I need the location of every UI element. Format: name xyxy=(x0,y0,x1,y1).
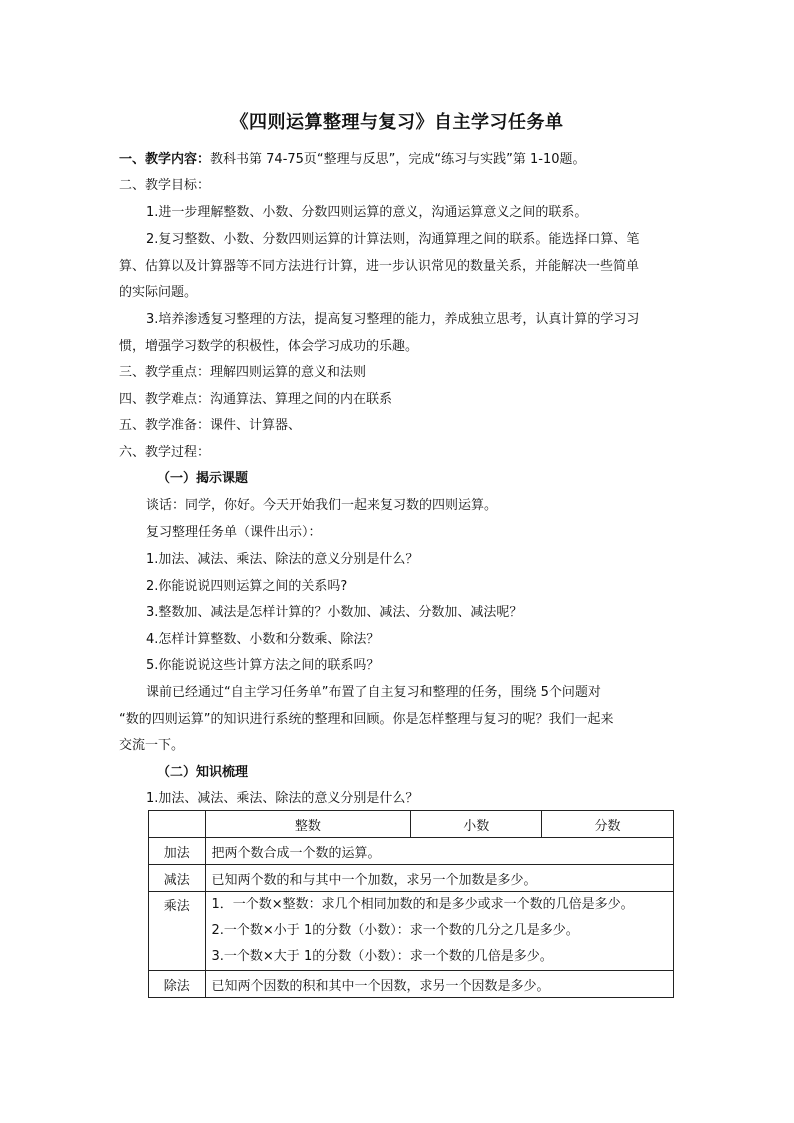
teaching-content-label: 一、教学内容： xyxy=(119,152,211,167)
intro-paragraph-line-3: 交流一下。 xyxy=(119,738,185,753)
subtraction-meaning: 已知两个数的和与其中一个加数，求另一个加数是多少。 xyxy=(205,865,673,892)
part-1-heading: （一）揭示课题 xyxy=(157,471,249,486)
table-row-division xyxy=(149,971,674,998)
teaching-content-line xyxy=(119,150,586,170)
row-label-multiplication: 乘法 xyxy=(149,892,206,971)
question-2: 2.你能说说四则运算之间的关系吗? xyxy=(146,579,348,594)
question-3: 3.整数加、减法是怎样计算的？小数加、减法、分数加、减法呢？ xyxy=(146,605,523,620)
table-header-decimal: 小数 xyxy=(411,811,542,838)
addition-meaning: 把两个数合成一个数的运算。 xyxy=(205,838,673,865)
goal-3-line-1: 3.培养渗透复习整理的方法，提高复习整理的能力，养成独立思考，认真计算的学习习 xyxy=(146,312,640,327)
multiplication-meaning xyxy=(205,892,673,971)
table-header-cell xyxy=(149,811,206,838)
multiplication-line-1: 1．一个数×整数：求几个相同加数的和是多少或求一个数的几倍是多少。 xyxy=(211,897,634,912)
goal-3-line-2: 惯，增强学习数学的积极性，体会学习成功的乐趣。 xyxy=(119,339,419,354)
row-label-subtraction: 减法 xyxy=(149,865,206,892)
goal-2-line-2: 算、估算以及计算器等不同方法进行计算，进一步认识常见的数量关系，并能解决一些简单 xyxy=(119,259,640,274)
question-1: 1.加法、减法、乘法、除法的意义分别是什么？ xyxy=(146,552,419,567)
part-1-talk: 谈话：同学，你好。今天开始我们一起来复习数的四则运算。 xyxy=(146,498,498,513)
part-2-heading: （二）知识梳理 xyxy=(157,765,249,780)
table-row-addition xyxy=(149,838,674,865)
table-header-row xyxy=(149,811,674,838)
question-5: 5.你能说说这些计算方法之间的联系吗？ xyxy=(146,658,380,673)
intro-paragraph-line-2: “数的四则运算”的知识进行系统的整理和回顾。你是怎样整理与复习的呢？我们一起来 xyxy=(119,712,614,727)
operations-meaning-table xyxy=(148,810,674,998)
teaching-content-text: 教科书第 74-75页“整理与反思”，完成“练习与实践”第 1-10题。 xyxy=(210,152,586,167)
goal-2-line-1: 2.复习整数、小数、分数四则运算的计算法则，沟通算理之间的联系。能选择口算、笔 xyxy=(146,232,640,247)
part-1-task-list: 复习整理任务单（课件出示）： xyxy=(146,525,322,540)
teaching-key-points: 三、教学重点：理解四则运算的意义和法则 xyxy=(119,365,367,380)
teaching-preparation: 五、教学准备：课件、计算器、 xyxy=(119,418,302,433)
table-row-multiplication xyxy=(149,892,674,971)
multiplication-line-3: 3.一个数×大于 1的分数（小数）：求一个数的几倍是多少。 xyxy=(211,949,553,964)
question-4: 4.怎样计算整数、小数和分数乘、除法？ xyxy=(146,632,380,647)
row-label-division: 除法 xyxy=(149,971,206,998)
document-title: 《四则运算整理与复习》自主学习任务单 xyxy=(230,112,564,133)
teaching-difficulties: 四、教学难点：沟通算法、算理之间的内在联系 xyxy=(119,392,393,407)
table-row-subtraction xyxy=(149,865,674,892)
part-2-question-1: 1.加法、减法、乘法、除法的意义分别是什么？ xyxy=(146,791,419,806)
goal-1: 1.进一步理解整数、小数、分数四则运算的意义，沟通运算意义之间的联系。 xyxy=(146,205,588,220)
teaching-goals-label: 二、教学目标： xyxy=(119,178,211,193)
row-label-addition: 加法 xyxy=(149,838,206,865)
goal-2-line-3: 的实际问题。 xyxy=(119,285,198,300)
intro-paragraph-line-1: 课前已经通过“自主学习任务单”布置了自主复习和整理的任务，围绕 5个问题对 xyxy=(146,685,601,700)
table-header-fraction: 分数 xyxy=(542,811,674,838)
multiplication-line-2: 2.一个数×小于 1的分数（小数）：求一个数的几分之几是多少。 xyxy=(211,923,579,938)
teaching-process-label: 六、教学过程： xyxy=(119,445,211,460)
division-meaning: 已知两个因数的积和其中一个因数，求另一个因数是多少。 xyxy=(205,971,673,998)
table-header-integer: 整数 xyxy=(205,811,411,838)
